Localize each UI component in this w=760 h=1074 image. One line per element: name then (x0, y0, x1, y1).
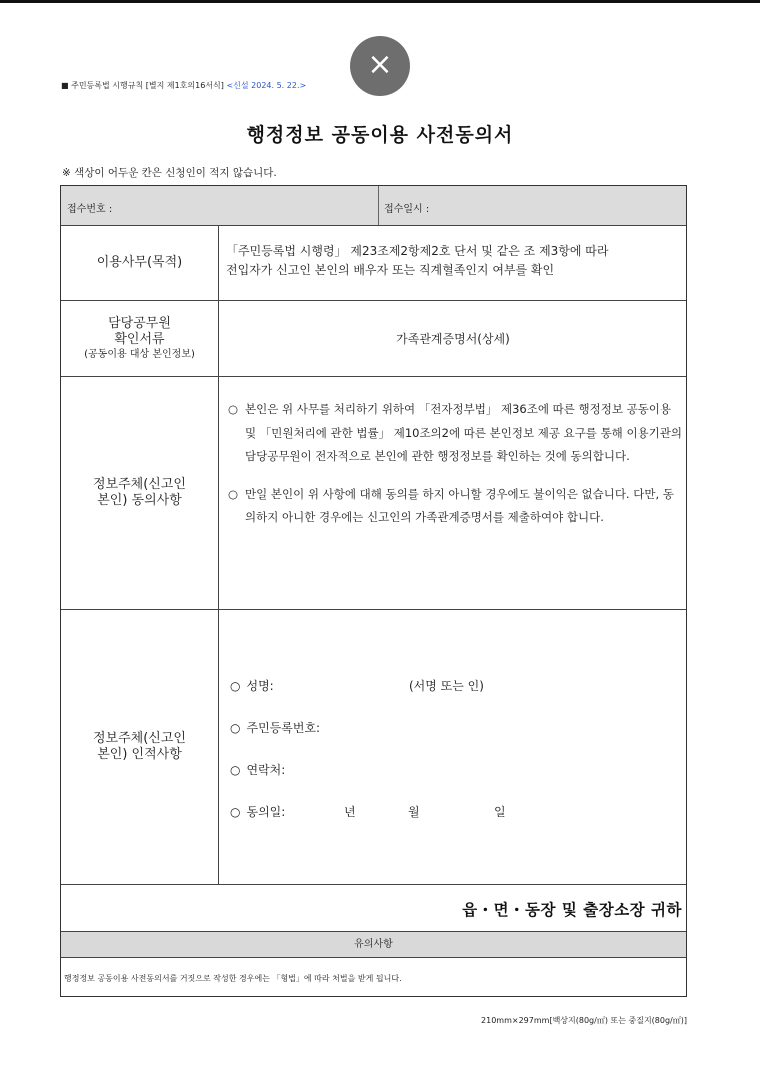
caution-header (61, 932, 686, 958)
bullet-circle-icon: ○ (230, 763, 241, 777)
bullet-circle-icon: ○ (228, 402, 239, 416)
verification-documents-row (61, 301, 686, 377)
contact-field[interactable] (230, 761, 285, 778)
receipt-number-label: 접수번호 : (67, 204, 113, 215)
consent-paragraph-2 (228, 483, 682, 530)
bullet-circle-icon: ○ (230, 679, 241, 693)
consent-paragraph-2-text: 만일 본인이 위 사항에 대해 동의를 하지 아니할 경우에도 불이익은 없습니다. 다만, 동의하지 아니한 경우에는 신고인의 가족관계증명서를 제출하여야 합니다. (245, 486, 674, 524)
consent-label-line-2: 본인) 동의사항 (97, 493, 182, 508)
purpose-content (220, 226, 686, 300)
identity-label-line-1: 정보주체(신고인 (93, 731, 186, 746)
receipt-date-label: 접수일시 : (378, 186, 429, 225)
shading-note: ※ 색상이 어두운 칸은 신청인이 적지 않습니다. (62, 167, 277, 179)
top-edge-bar (0, 0, 760, 3)
month-label: 월 (408, 805, 420, 819)
documents-label-sub: (공동이용 대상 본인정보) (84, 349, 195, 360)
day-label: 일 (494, 805, 506, 819)
documents-label-line-2: 확인서류 (114, 332, 165, 347)
legal-reference (61, 80, 306, 91)
purpose-label-text: 이용사무(목적) (96, 255, 183, 270)
consent-paragraph-1 (228, 398, 682, 469)
year-label: 년 (344, 805, 356, 819)
bullet-circle-icon: ○ (230, 805, 241, 819)
receipt-row (61, 186, 686, 226)
identity-label (61, 610, 219, 884)
resident-number-label: 주민등록번호: (246, 721, 321, 735)
identity-row (61, 610, 686, 885)
bullet-circle-icon: ○ (230, 721, 241, 735)
consent-date-label: 동의일: (246, 805, 286, 819)
name-field[interactable] (230, 677, 274, 694)
purpose-row (61, 226, 686, 301)
signature-hint: (서명 또는 인) (409, 679, 484, 693)
consent-paragraph-1-text: 본인은 위 사무를 처리하기 위하여 「전자정부법」 제36조에 따른 행정정보 공동이용 및 「민원처리에 관한 법률」 제10조의2에 따른 본인정보 제공 요구를 통해 이용기관의 담당공무원이 전자적으로 본인에 관한 행정정보를 확인하는 것에 동의합니다. (245, 402, 682, 463)
caution-header-text: 유의사항 (354, 939, 393, 950)
addressee-text: 읍・면・동장 및 출장소장 귀하 (462, 901, 682, 919)
consent-form (60, 185, 687, 997)
documents-label-line-1: 담당공무원 (108, 316, 171, 331)
verification-documents-value (220, 301, 686, 376)
purpose-line-2: 전입자가 신고인 본인의 배우자 또는 직계혈족인지 여부를 확인 (226, 263, 555, 277)
purpose-label (61, 226, 219, 300)
close-button[interactable]: × (350, 36, 410, 96)
consent-label-line-1: 정보주체(신고인 (93, 477, 186, 492)
verification-documents-label (61, 301, 219, 376)
identity-content (220, 610, 686, 884)
bullet-circle-icon: ○ (228, 486, 239, 501)
documents-value-text: 가족관계증명서(상세) (396, 332, 510, 346)
new-enactment-mark: <신설 2024. 5. 22.> (226, 81, 307, 90)
consent-row (61, 377, 686, 610)
caution-row (61, 958, 686, 996)
addressee-row (61, 885, 686, 932)
name-label: 성명: (246, 679, 274, 693)
resident-number-field[interactable] (230, 719, 320, 736)
paper-spec: 210mm×297mm[백상지(80g/㎡) 또는 중질지(80g/㎡)] (481, 1016, 687, 1025)
contact-label: 연락처: (246, 763, 286, 777)
consent-content (220, 377, 686, 609)
consent-label (61, 377, 219, 609)
purpose-line-1: 「주민등록법 시행령」 제23조제2항제2호 단서 및 같은 조 제3항에 따라 (226, 244, 609, 258)
legal-reference-text: ■ 주민등록법 시행규칙 [별지 제1호의16서식] (61, 81, 227, 90)
identity-label-line-2: 본인) 인적사항 (97, 747, 182, 762)
caution-text: 행정정보 공동이용 사전동의서를 거짓으로 작성한 경우에는 「형법」에 따라 처벌을 받게 됩니다. (64, 974, 402, 983)
consent-date-field[interactable] (230, 803, 285, 820)
document-title: 행정정보 공동이용 사전동의서 (246, 124, 514, 146)
